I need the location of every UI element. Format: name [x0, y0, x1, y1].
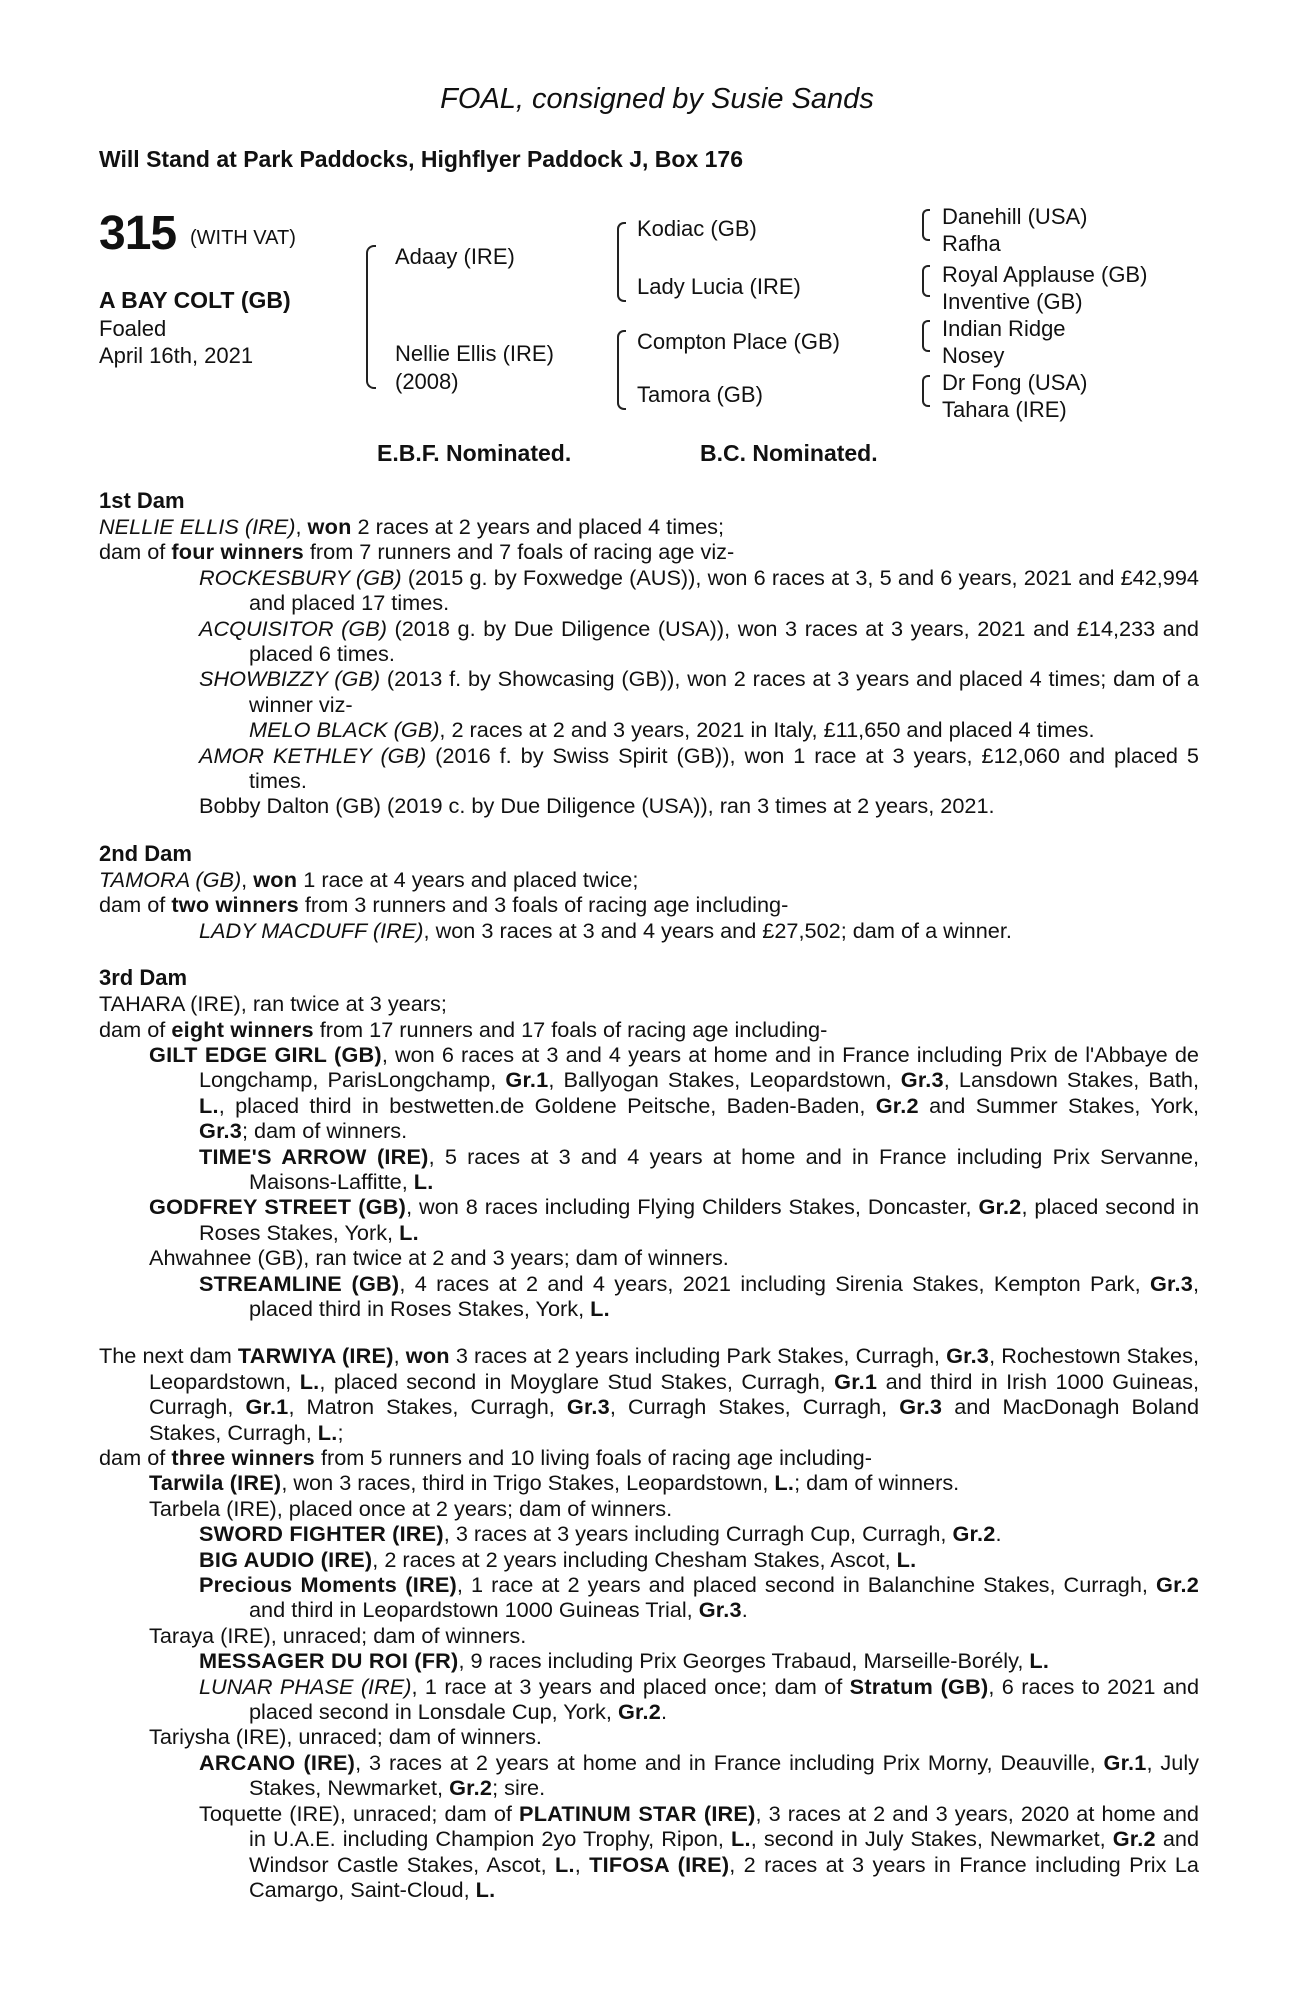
pedigree-g8: Tahara (IRE) [942, 397, 1067, 422]
produce-tarwila [99, 1470, 1199, 1495]
text-run: , won 3 races at 3 and 4 years and £27,502; dam of a winner. [423, 917, 1012, 943]
text-run: AMOR KETHLEY (GB) [199, 742, 427, 768]
text-run: , 3 races at 2 years at home and in France including Prix Morny, Deauville, [355, 1749, 1104, 1775]
text-run: PLATINUM STAR (IRE) [519, 1800, 756, 1826]
text-run: , 5 races at 3 and 4 years at home and in France including Prix Servanne, Maisons-Laffitte, [249, 1143, 1199, 1194]
text-run: NELLIE ELLIS (IRE) [99, 514, 296, 539]
text-run: , 3 races at 2 and 3 years, 2020 at home and in U.A.E. including Champion 2yo Trophy, Ripon, [249, 1800, 1199, 1852]
text-run: won [307, 514, 352, 539]
text-run: (2018 g. by Due Diligence (USA)), won 3 races at 3 years, 2021 and £14,233 and placed 6 times. [249, 615, 1199, 667]
text-run: and Windsor Castle Stakes, Ascot, [249, 1826, 1200, 1877]
produce-bobby-dalton [99, 793, 1199, 818]
pedigree-brace-g4 [922, 375, 930, 407]
text-run: and Summer Stakes, York, [918, 1092, 1199, 1118]
text-run: 1 race at 4 years and placed twice; [297, 866, 639, 892]
third-dam-heading: 3rd Dam [99, 965, 188, 991]
text-run: , placed third in bestwetten.de Goldene Peitsche, Baden-Baden, [218, 1092, 876, 1118]
text-run: from 17 runners and 17 foals of racing age including- [313, 1016, 828, 1042]
text-run: TARWIYA (IRE) [237, 1343, 394, 1369]
text-run: (2013 f. by Showcasing (GB)), won 2 races at 3 years and placed 4 times; dam of a winner viz- [249, 666, 1199, 717]
text-run: , 2 races at 2 and 3 years, 2021 in Italy, £11,650 and placed 4 times. [439, 717, 1095, 743]
text-run: L. [774, 1470, 795, 1496]
text-run: , won 3 races, third in Trigo Stakes, Leopardstown, [281, 1470, 775, 1496]
text-run: GODFREY STREET (GB) [149, 1194, 407, 1220]
text-run: from 5 runners and 10 living foals of racing age including- [314, 1445, 872, 1470]
text-run: won [405, 1343, 450, 1369]
text-run: TAMORA (GB) [99, 866, 242, 892]
next-dam-line [99, 1343, 1199, 1445]
text-run: , 2 races at 3 years in France including Prix La Camargo, Saint-Cloud, [249, 1851, 1199, 1902]
next-dam-produce-line [99, 1445, 1199, 1470]
text-run: Gr.1 [834, 1368, 878, 1394]
text-run: , Matron Stakes, Curragh, [288, 1394, 567, 1420]
text-run: Gr.2 [1156, 1572, 1199, 1598]
text-run: BIG AUDIO (IRE) [199, 1546, 373, 1572]
text-run: MELO BLACK (GB) [249, 717, 440, 743]
text-run: from 3 runners and 3 foals of racing age including- [298, 892, 789, 918]
stand-location: Will Stand at Park Paddocks, Highflyer Paddock J, Box 176 [99, 146, 743, 172]
text-run: TIFOSA (IRE) [589, 1851, 730, 1877]
foaled-date: April 16th, 2021 [99, 343, 254, 368]
pedigree-g7: Dr Fong (USA) [942, 370, 1088, 395]
produce-amor-kethley [99, 743, 1199, 794]
text-run: Precious Moments (IRE) [199, 1572, 457, 1598]
text-run: L. [555, 1851, 575, 1877]
produce-godfrey-street [99, 1194, 1199, 1245]
produce-messager-du-roi [99, 1648, 1199, 1673]
text-run: Gr.3 [199, 1118, 242, 1144]
pedigree-dam-sire: Compton Place (GB) [637, 329, 840, 354]
produce-tariysha [99, 1724, 1199, 1749]
text-run: Tarwila (IRE) [149, 1470, 282, 1496]
text-run: , [295, 514, 308, 539]
text-run: , Lansdown Stakes, Bath, [943, 1067, 1199, 1093]
text-run: . [995, 1521, 1002, 1547]
produce-lunar-phase [99, 1674, 1199, 1725]
text-run: Gr.1 [505, 1067, 549, 1093]
pedigree-g5: Indian Ridge [942, 316, 1066, 341]
bc-nominated: B.C. Nominated. [700, 440, 878, 466]
text-run: dam of [99, 1016, 172, 1042]
text-run: L. [199, 1092, 219, 1118]
text-run: MESSAGER DU ROI (FR) [199, 1648, 459, 1674]
text-run: ACQUISITOR (GB) [199, 615, 387, 641]
text-run: , July Stakes, Newmarket, [249, 1749, 1199, 1801]
first-dam-line [99, 514, 1199, 539]
text-run: , [241, 866, 254, 892]
text-run: TAHARA (IRE), ran twice at 3 years; [99, 991, 447, 1017]
text-run: , 1 race at 2 years and placed second in Balanchine Stakes, Curragh, [456, 1572, 1156, 1598]
text-run: Tarbela (IRE), placed once at 2 years; dam of winners. [149, 1495, 673, 1521]
pedigree-dam-name: Nellie Ellis (IRE) [395, 341, 554, 366]
text-run: , [574, 1851, 590, 1877]
text-run: Gr.2 [875, 1092, 919, 1118]
text-run: , won 6 races at 3 and 4 years at home and in France including Prix de l'Abbaye de Longchamp, ParisLongchamp, [199, 1041, 1199, 1093]
text-run: . [741, 1597, 748, 1623]
text-run: 3 races at 2 years including Park Stakes, Curragh, [449, 1343, 947, 1369]
produce-big-audio [99, 1547, 1199, 1572]
text-run: , 2 races at 2 years including Chesham Stakes, Ascot, [372, 1546, 897, 1572]
pedigree-dam-dam: Tamora (GB) [637, 382, 763, 407]
text-run: Tariysha (IRE), unraced; dam of winners. [149, 1724, 542, 1750]
text-run: Gr.3 [899, 1394, 943, 1420]
text-run: Gr.1 [1103, 1749, 1147, 1775]
text-run: Gr.2 [617, 1699, 661, 1725]
text-run: L. [475, 1876, 496, 1902]
pedigree-dam-year: (2008) [395, 369, 459, 394]
text-run: L. [896, 1546, 917, 1572]
text-run: , 3 races at 3 years including Curragh Cup, Curragh, [443, 1521, 953, 1547]
text-run: and third in Irish 1000 Guineas, Curragh, [149, 1368, 1200, 1420]
text-run: L. [1029, 1648, 1050, 1674]
produce-ahwahnee [99, 1245, 1199, 1270]
pedigree-sire-sire: Kodiac (GB) [637, 216, 757, 241]
produce-toquette [99, 1801, 1199, 1903]
text-run: L. [413, 1168, 434, 1194]
text-run: Taraya (IRE), unraced; dam of winners. [149, 1622, 527, 1648]
pedigree-g4: Inventive (GB) [942, 289, 1083, 314]
pedigree-brace-main [366, 245, 376, 389]
consignor-line: FOAL, consigned by Susie Sands [440, 83, 874, 115]
second-dam-produce-line [99, 892, 1199, 917]
text-run: ; dam of winners. [242, 1118, 408, 1144]
produce-lady-macduff [99, 918, 1199, 943]
pedigree-dam [395, 340, 554, 396]
text-run: L. [399, 1219, 419, 1245]
pedigree-g3: Royal Applause (GB) [942, 262, 1148, 287]
text-run: LADY MACDUFF (IRE) [199, 917, 424, 943]
text-run: Toquette (IRE), unraced; dam of [199, 1800, 520, 1826]
text-run: ARCANO (IRE) [199, 1749, 356, 1775]
ebf-nominated: E.B.F. Nominated. [377, 440, 572, 466]
first-dam-produce-line [99, 539, 1199, 564]
pedigree-brace-dam [617, 330, 626, 410]
produce-rockesbury [99, 565, 1199, 616]
text-run: ; dam of winners. [794, 1470, 960, 1496]
text-run: , won 8 races including Flying Childers Stakes, Doncaster, [406, 1194, 979, 1220]
text-run: L. [317, 1419, 338, 1445]
third-dam-line [99, 991, 1199, 1016]
text-run: dam of [99, 892, 172, 918]
text-run: Gr.2 [1112, 1826, 1156, 1852]
text-run: and MacDonagh Boland Stakes, Curragh, [149, 1394, 1200, 1445]
text-run: LUNAR PHASE (IRE) [199, 1673, 412, 1699]
text-run: , second in July Stakes, Newmarket, [750, 1826, 1113, 1852]
vat-note: (WITH VAT) [190, 227, 296, 249]
text-run: The next dam [99, 1343, 238, 1369]
text-run: Gr.3 [1149, 1270, 1193, 1296]
pedigree-sire-dam: Lady Lucia (IRE) [637, 274, 801, 299]
text-run: , 6 races to 2021 and placed second in Lonsdale Cup, York, [249, 1673, 1200, 1725]
text-run: Gr.3 [946, 1343, 990, 1369]
text-run: , Ballyogan Stakes, Leopardstown, [548, 1067, 901, 1093]
produce-gilt-edge-girl [99, 1042, 1199, 1144]
text-run: Gr.2 [978, 1194, 1022, 1220]
text-run: , placed third in Roses Stakes, York, [249, 1270, 1199, 1321]
text-run: dam of [99, 539, 172, 565]
pedigree-brace-g3 [922, 320, 930, 352]
text-run: dam of [99, 1445, 172, 1470]
produce-sword-fighter [99, 1521, 1199, 1546]
second-dam-line [99, 867, 1199, 892]
text-run: from 7 runners and 7 foals of racing age viz- [303, 539, 735, 565]
pedigree-g1: Danehill (USA) [942, 204, 1088, 229]
text-run: ; sire. [492, 1775, 546, 1801]
text-run: Gr.3 [566, 1394, 610, 1420]
text-run: (2015 g. by Foxwedge (AUS)), won 6 races at 3, 5 and 6 years, 2021 and £42,994 and placed 17 times. [249, 564, 1199, 616]
text-run: Gr.1 [245, 1394, 289, 1420]
text-run: Stratum (GB) [849, 1673, 989, 1699]
text-run: eight winners [171, 1016, 314, 1042]
pedigree-brace-g1 [922, 209, 930, 241]
produce-taraya [99, 1623, 1199, 1648]
text-run: two winners [171, 892, 299, 918]
text-run: Gr.2 [449, 1775, 493, 1801]
text-run: , 4 races at 2 and 4 years, 2021 including Sirenia Stakes, Kempton Park, [399, 1270, 1150, 1296]
produce-acquisitor [99, 616, 1199, 667]
produce-precious-moments [99, 1572, 1199, 1623]
pedigree-brace-sire [617, 222, 626, 302]
produce-showbizzy [99, 666, 1199, 717]
text-run: , Curragh Stakes, Curragh, [609, 1394, 900, 1420]
text-run: ; [337, 1419, 344, 1445]
produce-streamline [99, 1271, 1199, 1322]
text-run: , 1 race at 3 years and placed once; dam of [411, 1673, 850, 1699]
text-run: won [253, 866, 298, 892]
text-run: Ahwahnee (GB), ran twice at 2 and 3 years; dam of winners. [149, 1245, 729, 1271]
text-run: (2016 f. by Swiss Spirit (GB)), won 1 race at 3 years, £12,060 and placed 5 times. [249, 742, 1199, 794]
first-dam-heading: 1st Dam [99, 488, 185, 513]
lot-title: A BAY COLT (GB) [99, 287, 291, 313]
text-run: GILT EDGE GIRL (GB) [149, 1041, 382, 1067]
text-run: SWORD FIGHTER (IRE) [199, 1521, 444, 1547]
produce-tarbela [99, 1496, 1199, 1521]
text-run: three winners [171, 1445, 315, 1470]
produce-melo-black [99, 717, 1199, 742]
text-run: Gr.3 [900, 1067, 944, 1093]
text-run: Bobby Dalton (GB) (2019 c. by Due Diligence (USA)), ran 3 times at 2 years, 2021. [199, 793, 995, 819]
text-run: . [660, 1699, 667, 1725]
text-run: , Rochestown Stakes, Leopardstown, [149, 1343, 1199, 1394]
foaled-info [99, 315, 253, 369]
third-dam-produce-line [99, 1017, 1199, 1042]
text-run: STREAMLINE (GB) [199, 1270, 400, 1296]
text-run: , [393, 1343, 406, 1369]
text-run: , placed second in Roses Stakes, York, [199, 1194, 1200, 1245]
text-run: SHOWBIZZY (GB) [199, 666, 381, 692]
produce-arcano [99, 1750, 1199, 1801]
pedigree-brace-g2 [922, 265, 930, 297]
text-run: , placed second in Moyglare Stud Stakes, Curragh, [319, 1368, 835, 1394]
text-run: L. [590, 1295, 610, 1321]
text-run: 2 races at 2 years and placed 4 times; [351, 514, 725, 539]
pedigree-g2: Rafha [942, 231, 1001, 256]
text-run: four winners [171, 539, 304, 565]
lot-number: 315 [99, 207, 177, 260]
text-run: Gr.2 [952, 1521, 996, 1547]
text-run: TIME'S ARROW (IRE) [199, 1143, 429, 1169]
text-run: ROCKESBURY (GB) [199, 564, 402, 590]
text-run: Gr.3 [698, 1597, 742, 1623]
produce-record [99, 488, 1199, 1902]
text-run: L. [731, 1826, 751, 1852]
produce-times-arrow [99, 1144, 1199, 1195]
pedigree-sire: Adaay (IRE) [395, 244, 515, 269]
pedigree-g6: Nosey [942, 343, 1005, 368]
text-run: , 9 races including Prix Georges Trabaud, Marseille-Borély, [458, 1648, 1030, 1674]
text-run: and third in Leopardstown 1000 Guineas Trial, [249, 1597, 699, 1623]
text-run: L. [299, 1368, 320, 1394]
second-dam-heading: 2nd Dam [99, 840, 192, 866]
foaled-label: Foaled [99, 316, 167, 341]
